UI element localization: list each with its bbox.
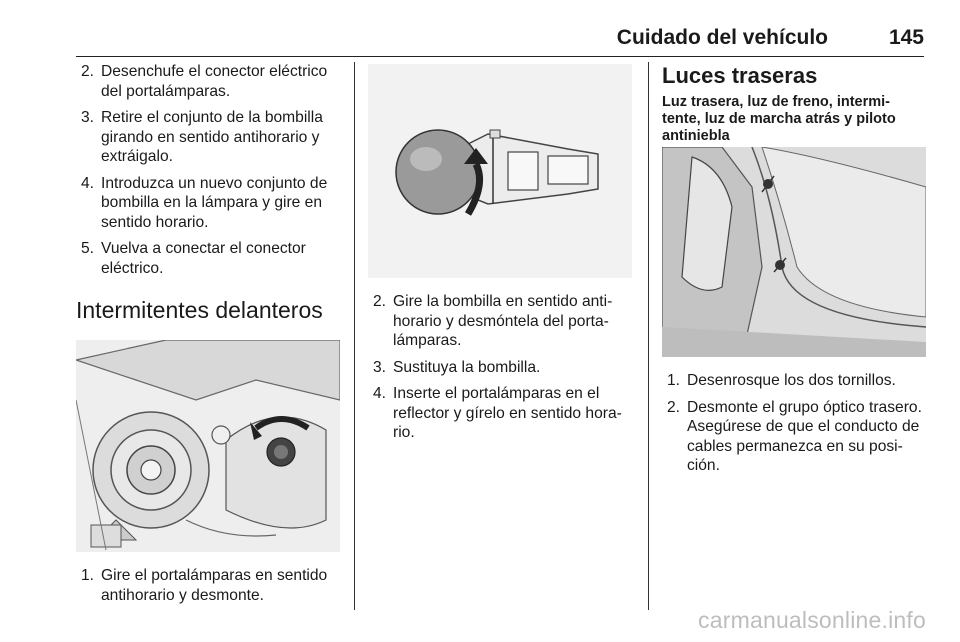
column-1 bbox=[76, 62, 344, 612]
step-number: 3. bbox=[81, 109, 95, 126]
list-item bbox=[76, 566, 344, 605]
steps-list bbox=[76, 62, 344, 278]
step-text: Desenrosque los dos tornillos. bbox=[687, 372, 896, 389]
list-item bbox=[368, 384, 632, 443]
list-item bbox=[368, 358, 632, 378]
bulb-rotate-figure bbox=[368, 64, 632, 278]
subheading: Luz trasera, luz de freno, intermi‐ tente, luz de marcha atrás y piloto antiniebla bbox=[662, 94, 896, 144]
column-2 bbox=[368, 62, 632, 450]
step-text: Desenchufe el conector eléctrico del portalámparas. bbox=[101, 63, 328, 100]
step-text: Introduzca un nuevo conjunto de bombilla en la lámpara y gire en sentido horario. bbox=[101, 174, 328, 231]
list-item bbox=[662, 398, 928, 476]
step-number: 4. bbox=[81, 174, 95, 192]
step-number: 1. bbox=[667, 372, 681, 389]
column-3 bbox=[662, 62, 928, 483]
step-text: Inserte el portalámparas en el reflector y gírelo en sentido hora‐ rio. bbox=[393, 385, 622, 441]
steps-list bbox=[662, 371, 928, 476]
step-number: 3. bbox=[373, 358, 387, 376]
step-number: 4. bbox=[373, 385, 387, 402]
step-text: Vuelva a conectar el conector eléctrico. bbox=[101, 240, 306, 277]
list-item bbox=[76, 174, 344, 233]
steps-list bbox=[76, 566, 344, 605]
step-text: Gire el portalámparas en sentido antihorario y desmonte. bbox=[101, 567, 328, 604]
list-item bbox=[76, 62, 344, 101]
step-number: 2. bbox=[373, 293, 387, 310]
header-title: Cuidado del vehículo bbox=[616, 26, 828, 49]
column-divider bbox=[648, 62, 649, 610]
steps-list bbox=[368, 292, 632, 443]
step-text: Gire la bombilla en sentido anti‐ horario y desmóntela del porta‐ lámparas. bbox=[393, 293, 613, 349]
section-title: Luces traseras bbox=[662, 63, 818, 88]
step-number: 2. bbox=[667, 398, 681, 416]
step-number: 5. bbox=[81, 240, 95, 257]
turn-signal-bulb-holder-figure bbox=[76, 340, 340, 552]
section-title: Intermitentes delanteros bbox=[76, 297, 323, 323]
watermark: carmanualsonline.info bbox=[698, 607, 926, 633]
column-divider bbox=[354, 62, 355, 610]
step-text: Retire el conjunto de la bombilla girando en sentido antihorario y extráigalo. bbox=[101, 109, 323, 165]
list-item bbox=[368, 292, 632, 351]
list-item bbox=[662, 371, 928, 391]
step-number: 1. bbox=[81, 567, 95, 584]
page-number: 145 bbox=[888, 26, 924, 49]
step-number: 2. bbox=[81, 63, 95, 80]
page-header bbox=[76, 22, 924, 57]
step-text: Sustituya la bombilla. bbox=[393, 358, 541, 376]
step-text: Desmonte el grupo óptico trasero. Asegúrese de que el conducto de cables permanezca en su posi‐ ción. bbox=[687, 398, 922, 474]
tail-light-screws-figure bbox=[662, 147, 926, 357]
list-item bbox=[76, 108, 344, 167]
list-item bbox=[76, 239, 344, 278]
